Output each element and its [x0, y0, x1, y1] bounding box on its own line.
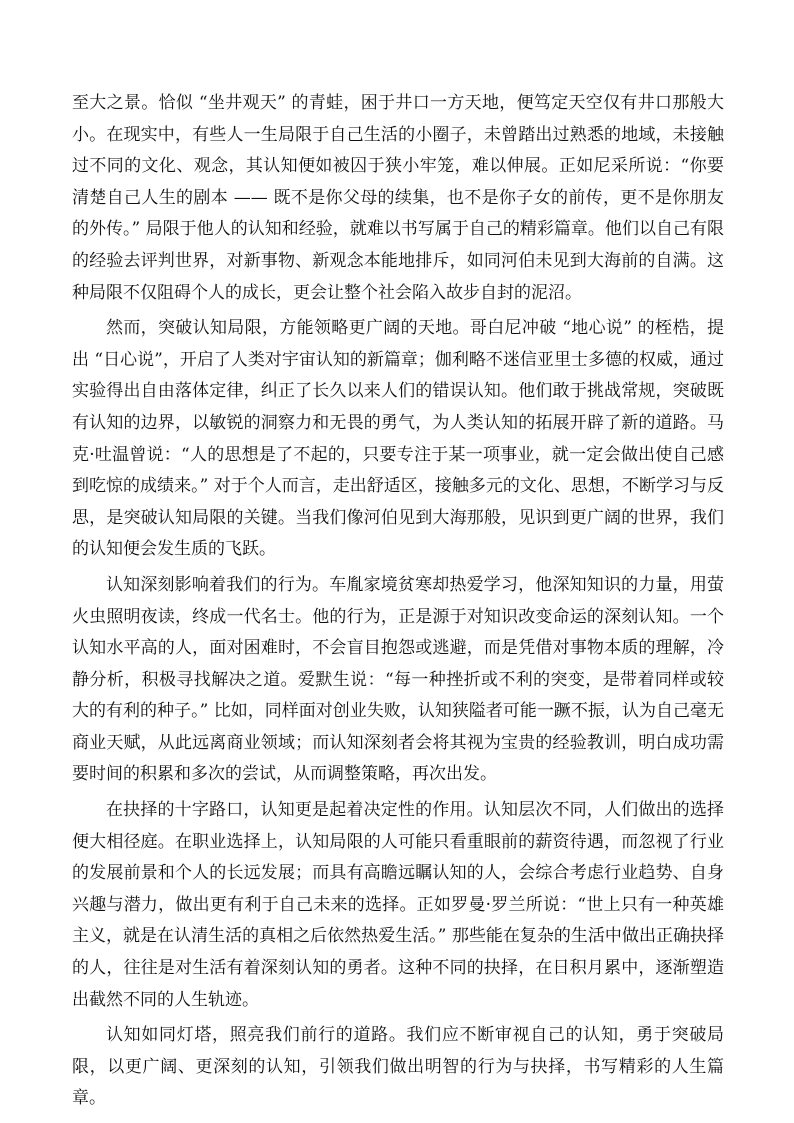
paragraph-2: 然而，突破认知局限，方能领略更广阔的天地。哥白尼冲破 “地心说” 的桎梏，提出 “日心说”，开启了人类对宇宙认知的新篇章；伽利略不迷信亚里士多德的权威，通过实验得出自由落体定律，纠正了长久以来人们的错误认知。他们敢于挑战常规，突破既有认知的边界，以敏锐的洞察力和无畏的勇气，为人类认知的拓展开辟了新的道路。马克·吐温曾说：“人的思想是了不起的，只要专注于某一项事业，就一定会做出使自己感到吃惊的成绩来。” 对于个人而言，走出舒适区，接触多元的文化、思想，不断学习与反思，是突破认知局限的关键。当我们像河伯见到大海那般，见识到更广阔的世界，我们的认知便会发生质的飞跃。 [72, 318, 724, 560]
paragraph-3: 认知深刻影响着我们的行为。车胤家境贫寒却热爱学习，他深知知识的力量，用萤火虫照明夜读，终成一代名士。他的行为，正是源于对知识改变命运的深刻认知。一个认知水平高的人，面对困难时，不会盲目抱怨或逃避，而是凭借对事物本质的理解，冷静分析，积极寻找解决之道。爱默生说：“每一种挫折或不利的突变，是带着同样或较大的有利的种子。” 比如，同样面对创业失败，认知狭隘者可能一蹶不振，认为自己毫无商业天赋，从此远离商业领域；而认知深刻者会将其视为宝贵的经验教训，明白成功需要时间的积累和多次的尝试，从而调整策略，再次出发。 [72, 574, 724, 785]
document-body [72, 88, 724, 1119]
paragraph-5: 认知如同灯塔，照亮我们前行的道路。我们应不断审视自己的认知，勇于突破局限，以更广阔、更深刻的认知，引领我们做出明智的行为与抉择，书写精彩的人生篇章。 [72, 1025, 724, 1109]
paragraph-1: 至大之景。恰似 “坐井观天” 的青蛙，困于井口一方天地，便笃定天空仅有井口那般大小。在现实中，有些人一生局限于自己生活的小圈子，未曾踏出过熟悉的地域，未接触过不同的文化、观念，其认知便如被囚于狭小牢笼，难以伸展。正如尼采所说：“你要清楚自己人生的剧本 —— 既不是你父母的续集，也不是你子女的前传，更不是你朋友的外传。” 局限于他人的认知和经验，就难以书写属于自己的精彩篇章。他们以自己有限的经验去评判世界，对新事物、新观念本能地排斥，如同河伯未见到大海前的自满。这种局限不仅阻碍个人的成长，更会让整个社会陷入故步自封的泥沼。 [72, 93, 724, 303]
paragraph-4: 在抉择的十字路口，认知更是起着决定性的作用。认知层次不同，人们做出的选择便大相径庭。在职业选择上，认知局限的人可能只看重眼前的薪资待遇，而忽视了行业的发展前景和个人的长远发展；而具有高瞻远瞩认知的人，会综合考虑行业趋势、自身兴趣与潜力，做出更有利于自己未来的选择。正如罗曼·罗兰所说：“世上只有一种英雄主义，就是在认清生活的真相之后依然热爱生活。” 那些能在复杂的生活中做出正确抉择的人，往往是对生活有着深刻认知的勇者。这种不同的抉择，在日积月累中，逐渐塑造出截然不同的人生轨迹。 [72, 800, 724, 1010]
